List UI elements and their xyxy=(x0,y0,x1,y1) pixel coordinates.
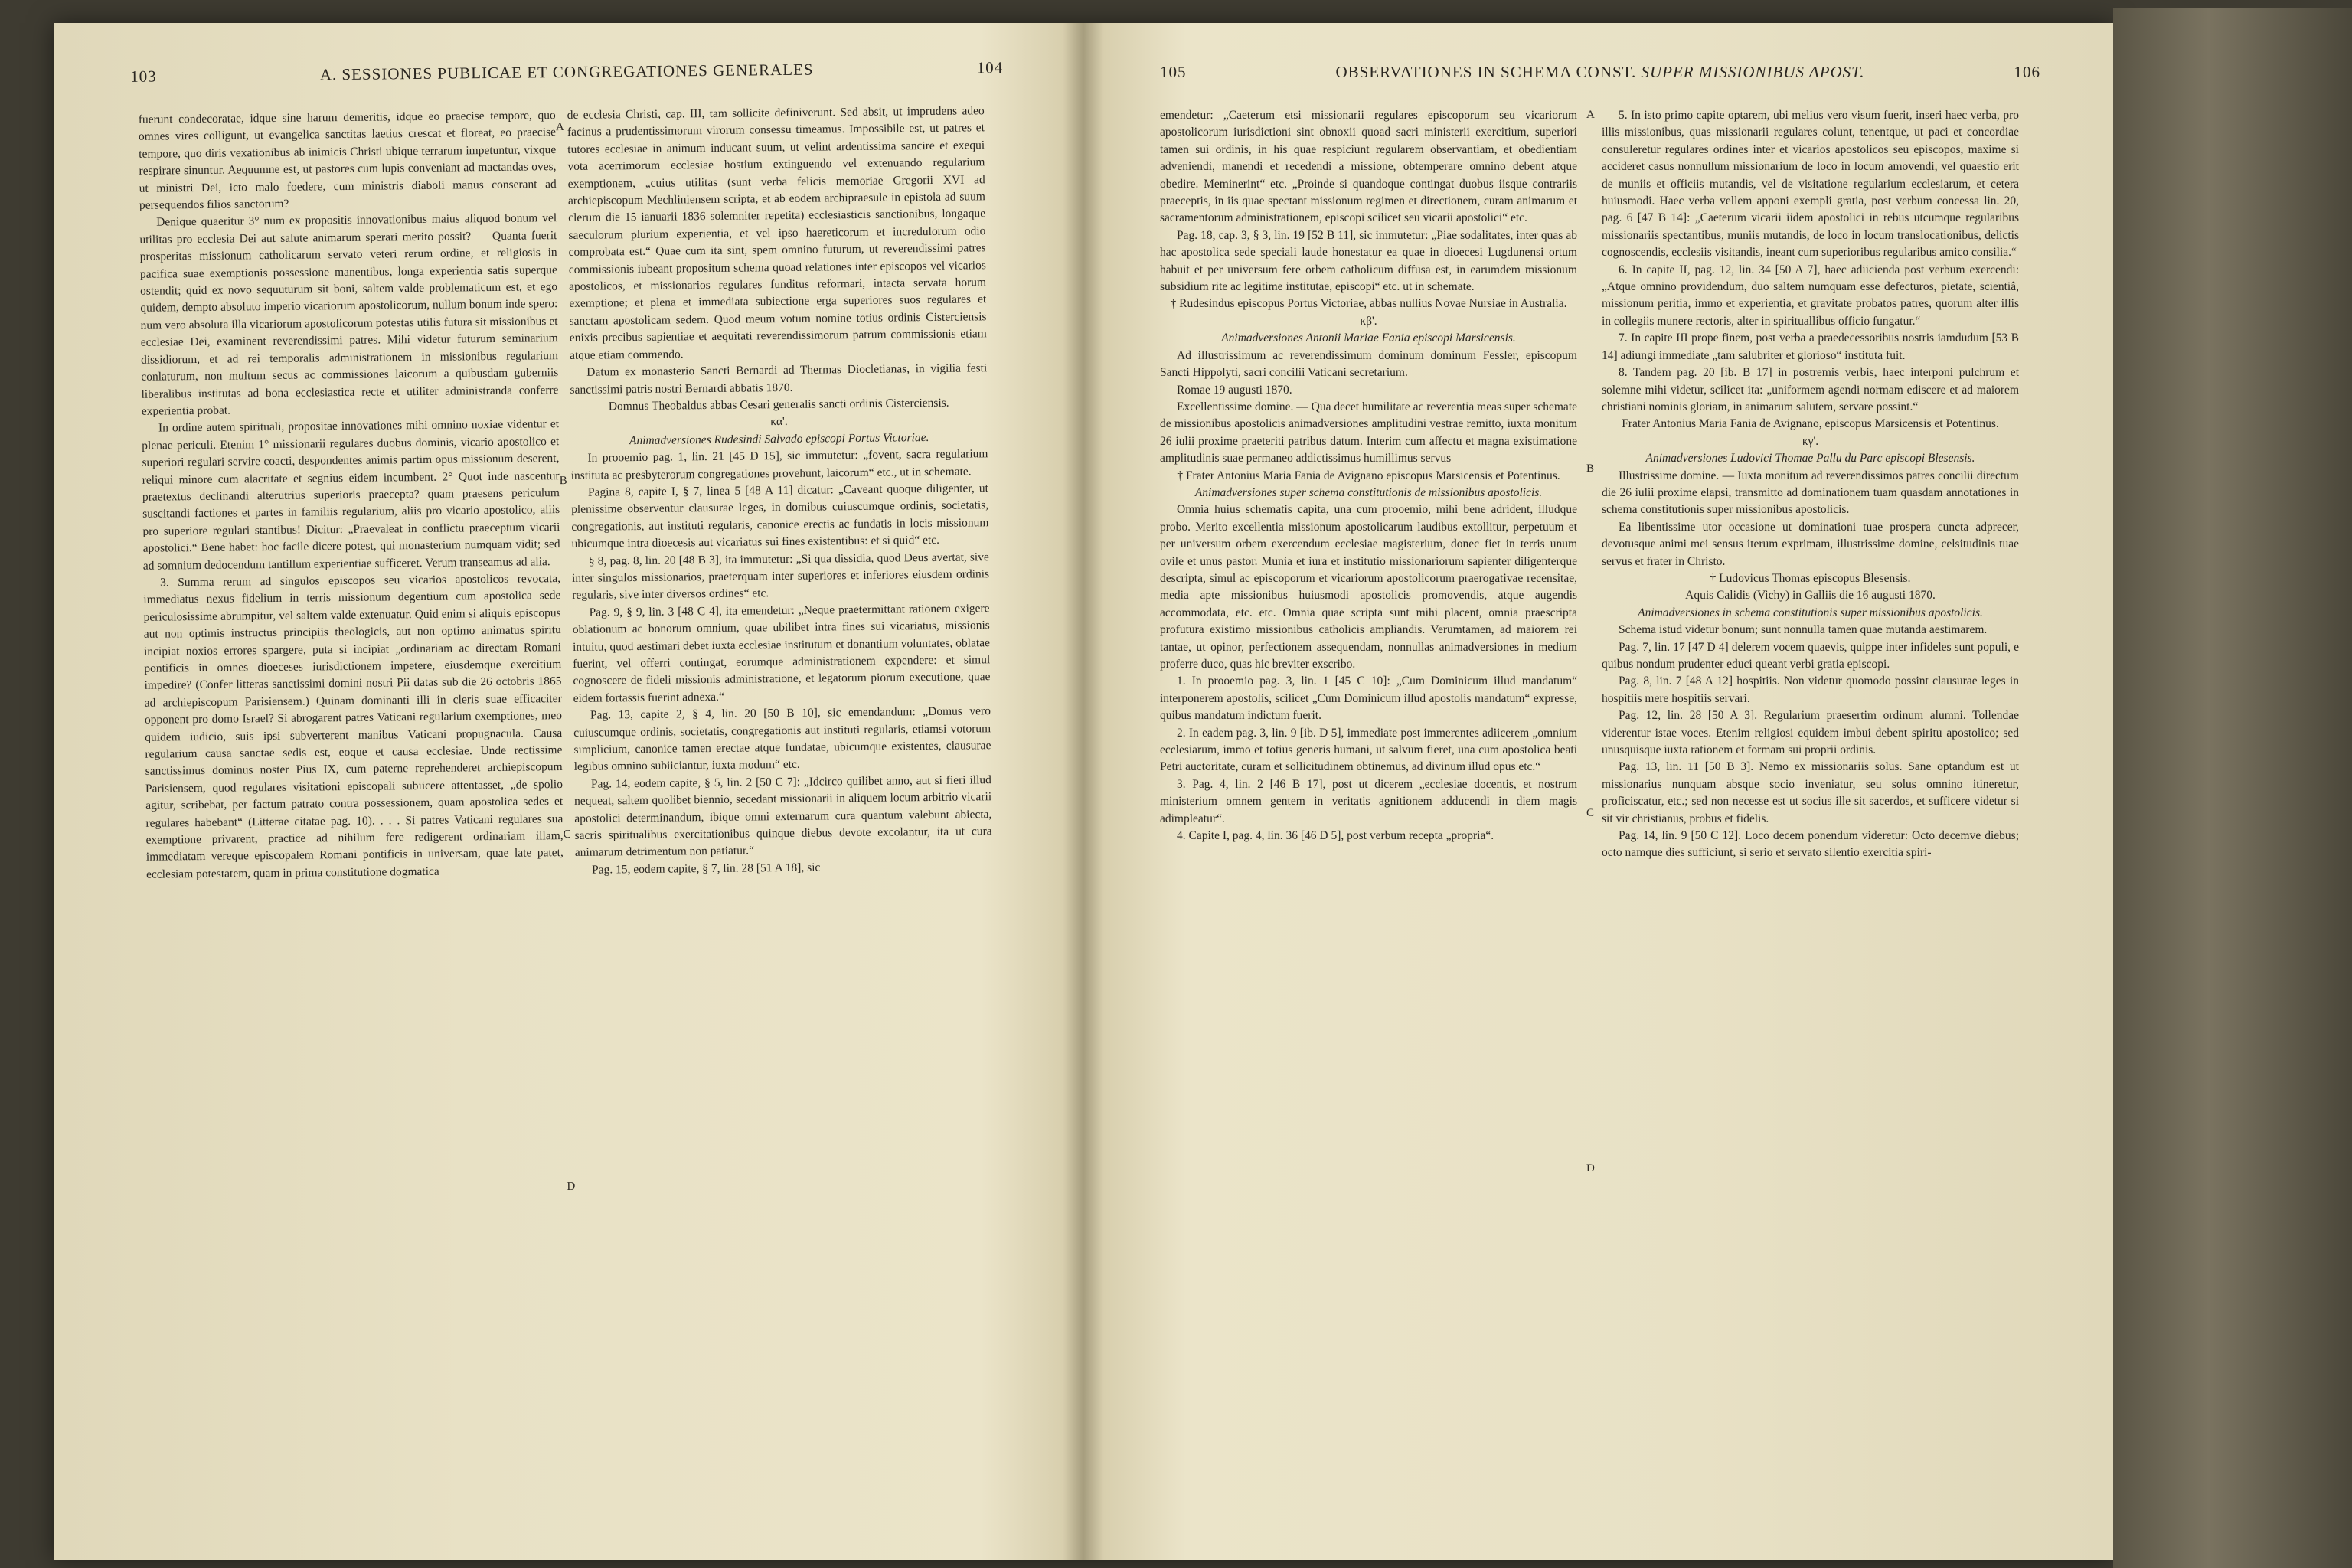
paragraph: 3. Summa rerum ad singulos episcopos seu vicarios apostolicos revocata, immediatus nexus fidelium in terris missionum degentium cum apostolica sede periculosissime abrumpitur, vel saltem valde extenuatur. Quid enim si aliquis episcopus aut non optimis instructus principiis theologicis, aut non optimo animatus spiritu incipiat noxios errores spargere, puta si incipiat „ordinariam ac directam Romani pontificis in omnes dioeceses iurisdictionem impetere, eiusdemque exercitium impedire? (Confer litteras sanctissimi domini nostri Pii datas sub die 26 octobris 1865 ad archiepiscopum Parisiensem.) Quinam dominanti illi in cleris suae efficaciter opponent pro domo Israel? Si abrogarent patres Vaticani regularium exemptiones, meo quidem iudicio, suis ipsi subverterent manibus Vaticani propugnacula. Causa regularium causa sanctae sedis est, eoque et causa ecclesiae. Unde rectissime sanctissimus dominus noster Pius IX, cum paterne reprehenderet archiepiscopum Parisiensem, quod regulares visitationi episcopali subiicere attentasset, „de spolio agitur, scribebat, per factum patrato contra possessionem, quam apostolica sedes et regulares habebant“ (Litterae citatae pag. 10). . . . Si patres Vaticani regulares sua exemptione privarent, practice ad nihilum fere redigerent ordinariam illam, immediatam vereque episcopalem Romani pontificis in universam, quae late patet, ecclesiam potestatem, quam in prima constitutione dogmatica xyxy=(143,572,564,881)
paragraph: Pag. 9, § 9, lin. 3 [48 C 4], ita emendetur: „Neque praetermittant rationem exigere oblationum ac bonorum omnium, quae ubilibet intra fines sui vicariatus, missionis intuitu, quod aestimari debet iuxta ecclesiae institutum et donantium voluntates, oblatae fuerint, vel offerri contingat, eorumque administrationem expendere: et simul cognoscere de fideli missionis administratione, et legatorum piorum executione, quae eidem fortassis fuerint adnexa.“ xyxy=(572,601,991,705)
paragraph: Omnia huius schematis capita, una cum prooemio, mihi bene adrident, illudque probo. Merito excellentia missionum apostolicarum laudibus extollitur, perpetuum et per universum orbem exercendum ecclesiae magisterium, donec fiet in terris unum ovile et unus pastor. Munia et iura et institutio missionariorum sapienter diligenterque descripta, simul ac episcoporum et vicariorum apostolicorum praerogativae recensitae, media apte missionibus huiusmodi apostolicis promovendis, atque augendis accommodata, etc. etc. Omnia quae scripta sunt mihi placent, omnia praescripta profutura existimo missionibus catholicis ampliandis. Verumtamen, ad maiorem rei tantae, ut opinor, perfectionem assequendam, nonnullas animadversiones in medium proferre duco, quas hic breviter exscribo. xyxy=(1160,503,1577,671)
signature: † Ludovicus Thomas episcopus Blesensis. xyxy=(1710,571,1911,585)
paragraph: Pag. 8, lin. 7 [48 A 12] hospitiis. Non videtur quomodo possint clausurae leges in hospitiis mere hospitiis servari. xyxy=(1602,675,2019,705)
margin-letter: D xyxy=(1586,1162,1595,1174)
paragraph: Excellentissime domine. — Qua decet humilitate ac reverentia meas super schemate de missionibus apostolicis animadversiones amplitudini vestrae remitto, iuxta monitum 26 iulii proxime praeteriti patribus datum. Interim cum affectu et magna existimatione amplitudinis suae permaneo addictissimus humillimus servus xyxy=(1160,400,1577,466)
paragraph: In prooemio pag. 1, lin. 21 [45 D 15], sic immutetur: „fovent, sacra regularium instituta ac presbyterorum congregationes provehunt, laicorum“ etc., ut in schemate. xyxy=(570,447,988,482)
paragraph: Pag. 15, eodem capite, § 7, lin. 28 [51 A 18], sic xyxy=(591,861,821,877)
paragraph: Pagina 8, capite I, § 7, linea 5 [48 A 11] dicatur: „Caveant quoque diligenter, ut plenissime observentur clausurae leges, in domibus cuiuscumque ordinis, societatis, congregationis, aut instituti regularis, canonice erectis ac fundatis in locis missionum ubicumque intra dioecesis aut vicariatus sui fines existentibus: et si quid“ etc. xyxy=(571,482,989,551)
section-heading: Animadversiones Antonii Mariae Fania episcopi Marsicensis. xyxy=(1221,332,1516,345)
margin-letter: A xyxy=(1586,109,1595,121)
paragraph: Pag. 7, lin. 17 [47 D 4] delerem vocem quaevis, quippe inter infideles sunt populi, e quibus nondum prudenter educi queant verbi gratia episcopi. xyxy=(1602,640,2019,671)
paragraph: Romae 19 augusti 1870. xyxy=(1177,383,1292,397)
paragraph: In ordine autem spirituali, propositae innovationes mihi omnino noxiae videntur et plenae periculi. Etenim 1° missionarii regulares duobus dominis, vicario apostolico et superiori regulari servire coacti, despondentes animis partim opus missionum deserent, reliqui minore cum alacritate et segnius eidem incumbent. 2° Quot inde nascentur praetextus declinandi alterutrius superioris praecepta? quam praesens periculum suscitandi factiones et partes in familiis regularium, aliis pro vicario apostolico, aliis pro superiore regulari stantibus! Dicitur: „Praevaleat in conflictu praeceptum vicarii apostolici.“ Bene habet: hoc facile dicere potest, qui monasterium numquam vidit; sed ad somnium dedocendum tantillum experientiae sufficeret. Verum transeamus ad alia. xyxy=(142,417,560,573)
left-page-column-2 xyxy=(567,103,999,1531)
paragraph: Pag. 12, lin. 28 [50 A 3]. Regularium praesertim ordinum alumni. Tollendae viderentur istae voces. Etenim religiosi equidem imbui debent spiritu apostolico; sed unusquisque iuxta rationem et formam sui proprii ordinis. xyxy=(1602,709,2019,757)
section-heading: Animadversiones super schema constitutionis de missionibus apostolicis. xyxy=(1194,485,1543,499)
paragraph: Pag. 14, eodem capite, § 5, lin. 2 [50 C 7]: „Idcirco quilibet anno, aut si fieri illud nequeat, saltem quolibet biennio, secedant missionarii in aliquem locum arbitrio vicarii apostolici determinandum, ibique omni externarum cura quantum valebunt abiecta, sacris spiritualibus exercitationibus quinque diebus devote excolantur, ita ut cura animarum detrimentum non patiatur.“ xyxy=(574,773,992,860)
signature: † Rudesindus episcopus Portus Victoriae, abbas nullius Novae Nursiae in Australia. xyxy=(1170,297,1567,311)
signature: Domnus Theobaldus abbas Cesari generalis sancti ordinis Cisterciensis. xyxy=(608,396,949,413)
section-number: κγ'. xyxy=(1802,434,1819,448)
margin-letter: C xyxy=(1586,807,1595,819)
signature: † Frater Antonius Maria Fania de Avignano episcopus Marsicensis et Potentinus. xyxy=(1177,469,1560,482)
paragraph: Pag. 18, cap. 3, § 3, lin. 19 [52 B 11], sic immutetur: „Piae sodalitates, inter quas ab hac apostolica sede speciali laude honestatur ea quae in dioecesi Lugdunensi ortum habuit et per universum fere orbem catholicum diffusa est, in earumdem missionum subsidium rite ac legitime institutae, episcopi“ etc. ut in schemate. xyxy=(1160,228,1577,294)
paragraph: 7. In capite III prope finem, post verba a praedecessoribus nostris iamdudum [53 B 14] adiungi immediate „tam salubriter et glorioso“ instituta fuit. xyxy=(1602,332,2019,362)
right-page-column-1 xyxy=(1160,107,1577,1531)
running-title: A. SESSIONES PUBLICAE ET CONGREGATIONES GENERALES xyxy=(319,60,814,84)
paragraph: de ecclesia Christi, cap. III, tam sollicite definiverunt. Sed absit, ut imprudens adeo facinus a prudentissimorum virorum consessu timeamus. Impossibile est, ut patres et tutores ecclesiae in animum inducant suum, ut velint ardentissima sancire et exequi vota acerrimorum ecclesiae hostium extinguendo vel extenuando regularium exemptionem, „cuius utilitas (sunt verba felicis memoriae Gregorii XVI ad archiepiscopum Mechliniensem scripta, et ab eodem archipraesule in epistola ad suum clerum die 15 ianuarii 1836 solemniter repetita) ecclesiasticis sanctionibus, longaque saeculorum plurium experientia, et vel ipso haereticorum et incredulorum odio comprobata est.“ Quae cum ita sint, spem omnino futurum, ut reverendissimi patres commissionis iubeant propositum schema quoad relationes inter episcopos vel vicarios apostolicos, et missionarios regulares funditus reformari, intacta servata horum exemptione; et plena et immediata subiectione erga superiores suos regulares et sanctam apostolicam sedem. Quod meum votum nomine totius ordinis Cisterciensis enixis precibus sapientiae et aequitati reverendissimorum patrum commissionis etiam atque etiam commendo. xyxy=(567,104,987,362)
paragraph: Pag. 14, lin. 9 [50 C 12]. Loco decem ponendum videretur: Octo decemve diebus; octo namque dies sufficiunt, si serio et servato silentio exercitia spiri- xyxy=(1602,829,2019,860)
left-page xyxy=(46,18,1088,1566)
left-running-head xyxy=(130,58,1003,98)
margin-letter: C xyxy=(563,828,571,841)
right-running-head xyxy=(1160,63,2040,93)
paragraph: Ad illustrissimum ac reverendissimum dominum dominum Fessler, episcopum Sancti Hippolyti, sacri concilii Vaticani secretarium. xyxy=(1160,348,1577,380)
paragraph: 4. Capite I, pag. 4, lin. 36 [46 D 5], post verbum recepta „propria“. xyxy=(1177,829,1494,843)
paragraph: Pag. 13, lin. 11 [50 B 3]. Nemo ex missionariis solus. Sane optandum est ut missionarius nunquam absque socio inveniatur, seu solus omnino itineretur, proficiscatur, etc.; sed non necesse est ut socius ille sit sacerdos, et sufficere videtur si sit vir christianus, probus et fidelis. xyxy=(1602,760,2019,825)
paragraph: 2. In eadem pag. 3, lin. 9 [ib. D 5], immediate post immerentes adiicerem „omnium ecclesiarum, immo et totius generis humani, ut salvum fieret, una cum apostolica beati Petri auctoritate, curam et sollicitudinem obtinemus, ad divinum illud opus etc.“ xyxy=(1160,726,1577,774)
paragraph: Denique quaeritur 3° num ex propositis innovationibus maius aliquod bonum vel utilitas pro ecclesia Dei aut salute animarum sperari merito possit? — Quanta fuerit prosperitas missionum catholicarum servato veteri rerum ordine, et religiosis in pacifica suae exemptionis possessione manentibus, longa experientia satis superque ostendit; quid ex novo sequuturum sit boni, saltem valde problematicum est, et ego quidem, dempto absoluto imperio vicariorum apostolicorum, nullum bonum inde spero: num vero absoluta illa vicariorum apostolicorum potestas utilis futura sit missionibus et ecclesiae Dei, examinent reverendissimi patres. Mihi videtur futurum seminarium dissidiorum, et ad rei temporalis administrationem in missionibus regularium conlaturum, non multum secus ac commissiones laicorum a quibusdam guberniis liberalibus institutas ad bona ecclesiastica recte et utiliter administranda conferre experientia probat. xyxy=(139,211,559,418)
paragraph: fuerunt condecoratae, idque sine harum demeritis, idque eo praecise tempore, quo omnes vires colligunt, ut evangelica sanctitas laetius crescat et floreat, eo praecise tempore, quo diris vexationibus ab inimicis Christi ubique terrarum impetuntur, vixque respirare sinuntur. Aequumne est, ut pastores cum lupis conveniant ad mactandas oves, ut ministri Dei, icto malo foedere, cum ministris diaboli manus conserant ad persequendos filios sanctorum? xyxy=(138,109,557,212)
paragraph: 1. In prooemio pag. 3, lin. 1 [45 C 10]: „Cum Dominicum illud mandatum“ interponerem apostolis, scilicet „Cum Dominicum illud apostolis mandatum“ expresse, quibus mandatum indictum fuerit. xyxy=(1160,675,1577,723)
paragraph: 8. Tandem pag. 20 [ib. B 17] in postremis verbis, haec interponi pulchrum et solemne mihi videtur, scilicet ita: „uniformem agendi normam ediscere et ad maiorem christiani nominis gloriam, in animarum salutem, servare possint.“ xyxy=(1602,366,2019,413)
paragraph: 5. In isto primo capite optarem, ubi melius vero visum fuerit, inseri haec verba, pro illis missionibus, quas missionarii regulares colunt, tenentque, ut paci et concordiae consuleretur regulares ordines inter et vicarios apostolicos seu episcopos, maxime si accideret casus nonnullum missionarium de loco in locum amovendi, vel quaestio erit de muniis et officiis mutandis, vel de visitatione regularium ecclesiarum, et cetera huiusmodi. Haec verba vellem apponi exempli gratia, post verbum concessa lin. 20, pag. 6 [47 B 14]: „Caeterum vicarii iidem apostolici in rebus utcumque regularibus missionariis spectantibus, muniis mutandis, de loco in locum translocationibus, delictis cognoscendis, ecclesiis visitandis, ineant cum superioribus regularibus amico consilia.“ xyxy=(1602,109,2019,260)
dateline: Aquis Calidis (Vichy) in Galliis die 16 augusti 1870. xyxy=(1685,589,1936,603)
left-page-column-1 xyxy=(139,107,570,1536)
paragraph: 3. Pag. 4, lin. 2 [46 B 17], post ut dicerem „ecclesiae docentis, et nostrum ministerium omnem gentem in veritatis agnitionem adducendi in diem magis adimpleatur“. xyxy=(1160,777,1577,825)
margin-letter: B xyxy=(559,474,567,488)
page-number: 106 xyxy=(2014,63,2040,81)
running-title xyxy=(1267,63,1933,82)
margin-letter: D xyxy=(567,1180,576,1194)
margin-letter: B xyxy=(1586,462,1595,475)
right-page xyxy=(1087,23,2113,1560)
section-heading: Animadversiones in schema constitutionis super missionibus apostolicis. xyxy=(1638,606,1983,619)
book-page-edges xyxy=(2113,8,2352,1568)
paragraph: Illustrissime domine. — Iuxta monitum ad reverendissimos patres concilii directum die 26 iulii proxime elapsi, transmitto ad dominationem tuam quasdam annotationes in schema constitutionis super missionibus apostolicis. xyxy=(1602,469,2019,517)
page-number: 103 xyxy=(130,67,157,86)
paragraph: Schema istud videtur bonum; sunt nonnulla tamen quae mutanda aestimarem. xyxy=(1619,623,1988,637)
paragraph: emendetur: „Caeterum etsi missionarii regulares episcoporum seu vicariorum apostolicorum iurisdictioni sint obnoxii quoad sacri ministerii exercitium, superiori tamen sui ordinis, in his quae respiciunt regularem observantiam, et obedientiam adveniendi, manendi et recedendi a missione, obtemperare omnino debent atque obedire. Meminerint“ etc. „Proinde si quandoque contingat duobus iisque contrariis praeceptis, in iis quae spectant missionum regimen et directionem, curam animarum et sacramentorum administrationem, episcopi scilicet seu vicarii apostolici“ etc. xyxy=(1160,109,1577,225)
paragraph: 6. In capite II, pag. 12, lin. 34 [50 A 7], haec adiicienda post verbum exercendi: „Atque omnino providendum, duo saltem numquam esse defecturos, pietate, scientiâ, missionum peritia, immo et experientia, et gravitate probatos patres, quorum alter illis in collegiis munere rectoris, alter in spirituallibus officio fungatur.“ xyxy=(1602,263,2019,328)
section-heading: Animadversiones Ludovici Thomae Pallu du Parc episcopi Blesensis. xyxy=(1645,452,1975,466)
page-number: 105 xyxy=(1160,63,1187,81)
running-title-roman: OBSERVATIONES IN SCHEMA CONST. xyxy=(1335,63,1637,81)
section-number: κα'. xyxy=(770,415,788,429)
right-page-column-2 xyxy=(1602,107,2019,1531)
book-spread xyxy=(54,23,2113,1560)
section-number: κβ'. xyxy=(1360,314,1377,328)
margin-letter: A xyxy=(555,120,564,134)
paragraph: Datum ex monasterio Sancti Bernardi ad Thermas Diocletianas, in vigilia festi sanctissimi patris nostri Bernardi abbatis 1870. xyxy=(570,361,988,397)
page-number: 104 xyxy=(976,57,1004,77)
paragraph: Pag. 13, capite 2, § 4, lin. 20 [50 B 10], sic emendandum: „Domus vero cuiuscumque ordinis, societatis, congregationis aut instituti regularis, etiamsi votorum simplicium, canonice tamen erectae atque fundatae, ubicumque existentes, clausurae legibus omnino subiiciantur, iuxta modum“ etc. xyxy=(573,704,991,774)
paragraph: Ea libentissime utor occasione ut dominationi tuae prospera cuncta adprecer, devotusque animi mei sensus iterum exprimam, illustrissime domine, celsitudinis tuae servus et frater in Christo. xyxy=(1602,520,2019,568)
section-heading: Animadversiones Rudesindi Salvado episcopi Portus Victoriae. xyxy=(629,430,929,447)
paragraph: § 8, pag. 8, lin. 20 [48 B 3], ita immutetur: „Si qua dissidia, quod Deus avertat, sive inter singulos missionarios, praeterquam inter superiores et inferiores eiusdem ordinis regularis, sive inter diversos ordines“ etc. xyxy=(571,550,990,603)
signature: Frater Antonius Maria Fania de Avignano, episcopus Marsicensis et Potentinus. xyxy=(1622,417,1999,431)
running-title-italic: SUPER MISSIONIBUS APOST. xyxy=(1641,63,1865,81)
